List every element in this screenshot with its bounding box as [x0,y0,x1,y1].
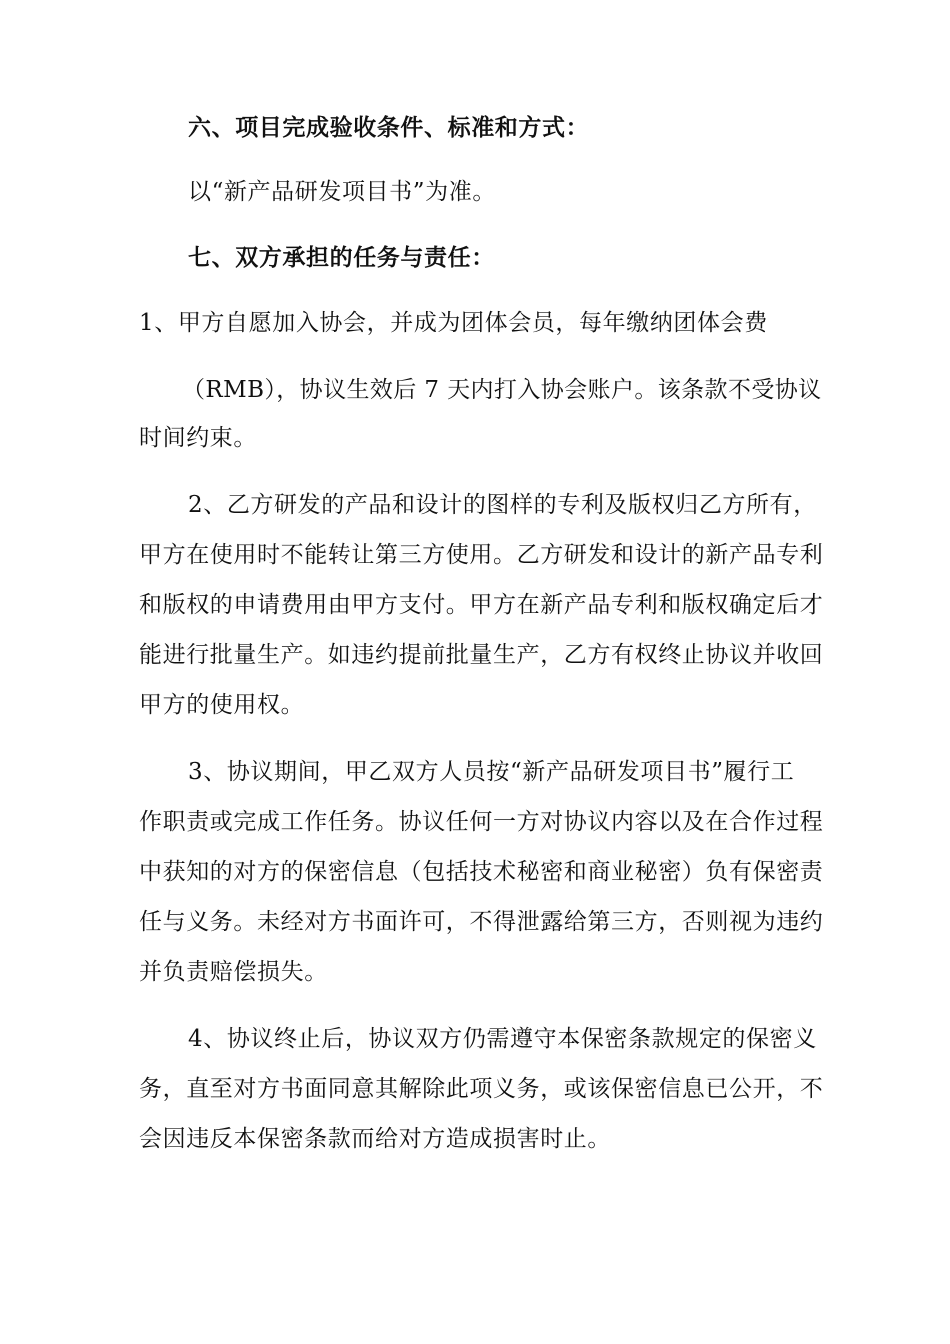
item-1-line-1: 1、甲方自愿加入协会，并成为团体会员，每年缴纳团体会费 [139,310,768,336]
item-4-line-1: 4、协议终止后，协议双方仍需遵守本保密条款规定的保密义 [188,1026,817,1052]
item-3-line-1: 3、协议期间，甲乙双方人员按“新产品研发项目书”履行工 [188,759,795,785]
section-heading-7: 七、双方承担的任务与责任： [188,244,495,271]
item-2-line-2: 甲方在使用时不能转让第三方使用。乙方研发和设计的新产品专利 [139,542,824,568]
section-heading-6: 六、项目完成验收条件、标准和方式： [188,114,590,141]
item-2-line-4: 能进行批量生产。如违约提前批量生产，乙方有权终止协议并收回 [139,642,824,668]
item-3-line-3: 中获知的对方的保密信息（包括技术秘密和商业秘密）负有保密责 [139,859,824,885]
item-4-line-3: 会因违反本保密条款而给对方造成损害时止。 [139,1126,611,1152]
item-4-line-2: 务，直至对方书面同意其解除此项义务，或该保密信息已公开，不 [139,1076,824,1102]
item-3-line-2: 作职责或完成工作任务。协议任何一方对协议内容以及在合作过程 [139,809,824,835]
section-6-paragraph: 以“新产品研发项目书”为准。 [188,179,496,205]
item-2-line-1: 2、乙方研发的产品和设计的图样的专利及版权归乙方所有， [188,492,817,518]
item-3-line-5: 并负责赔偿损失。 [139,959,328,985]
item-2-line-5: 甲方的使用权。 [139,692,305,718]
item-1-line-2: （RMB），协议生效后 7 天内打入协会账户。该条款不受协议 [182,377,822,403]
item-2-line-3: 和版权的申请费用由甲方支付。甲方在新产品专利和版权确定后才 [139,592,824,618]
item-3-line-4: 任与义务。未经对方书面许可，不得泄露给第三方，否则视为违约 [139,909,824,935]
item-1-line-3: 时间约束。 [139,425,257,451]
